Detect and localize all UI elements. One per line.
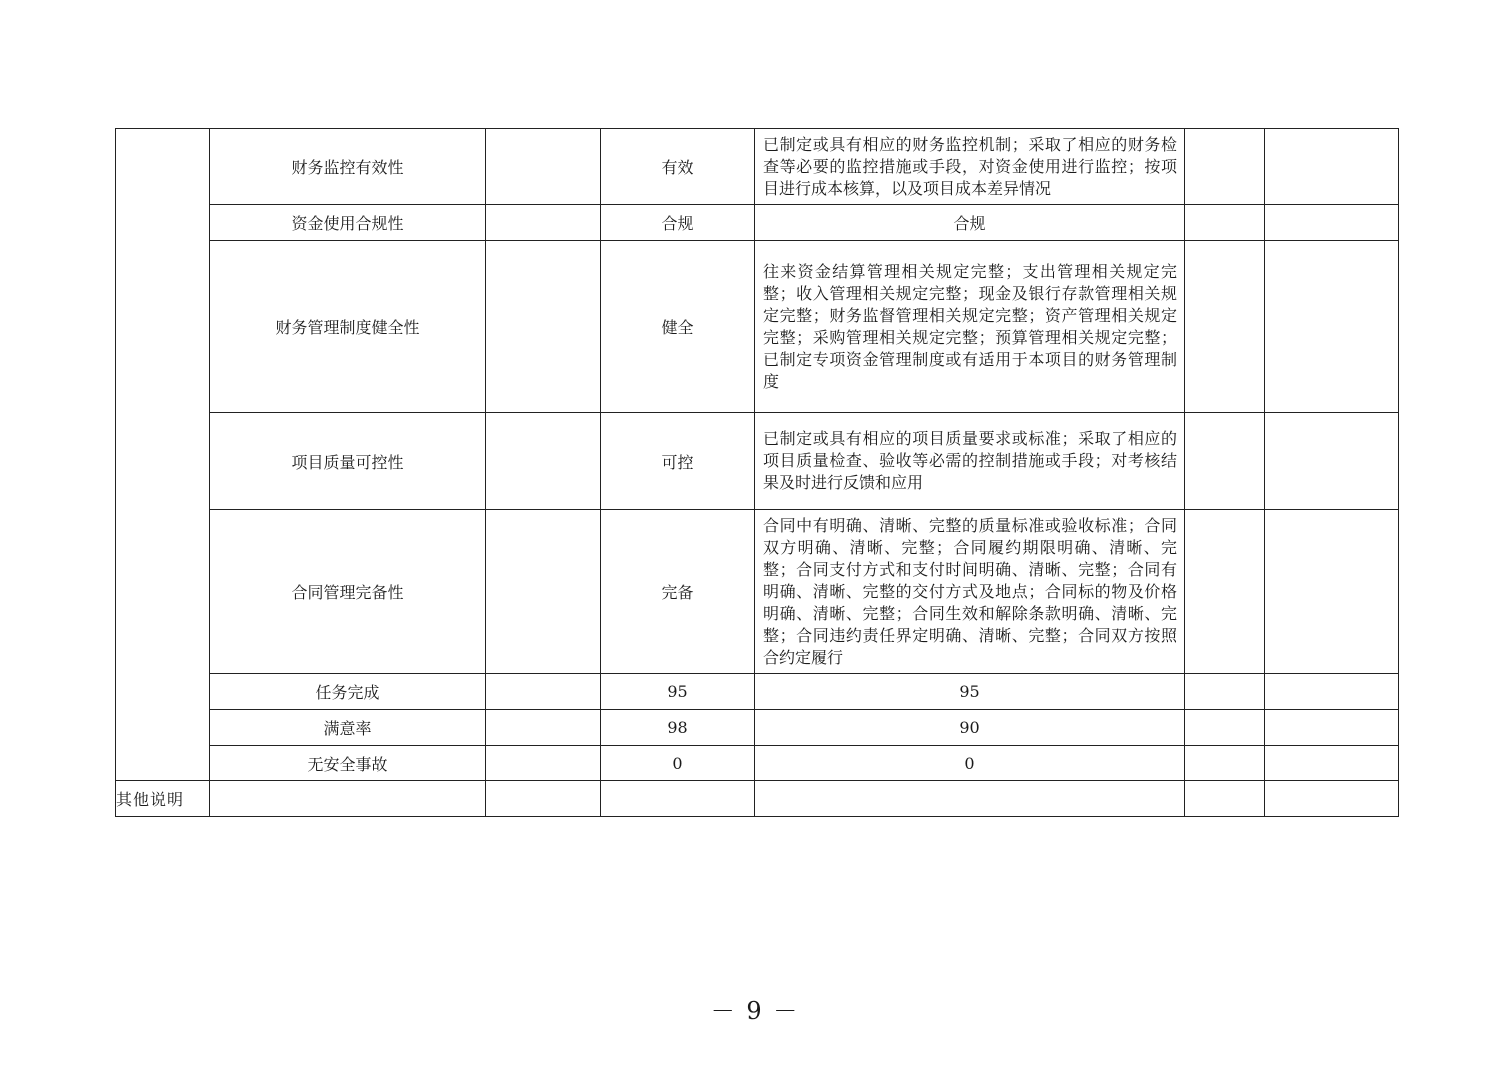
target-value-cell: 98 — [601, 710, 755, 746]
empty-cell — [486, 205, 601, 241]
table-row — [116, 674, 1399, 710]
page-number: － 9 － — [710, 997, 800, 1025]
empty-cell — [1185, 710, 1265, 746]
actual-value-cell: 0 — [755, 746, 1185, 781]
empty-cell — [755, 781, 1185, 817]
empty-cell — [486, 710, 601, 746]
actual-value-cell: 往来资金结算管理相关规定完整；支出管理相关规定完整；收入管理相关规定完整；现金及银行存款管理相关规定完整；财务监督管理相关规定完整；资产管理相关规定完整；采购管理相关规定完整；预算管理相关规定完整；已制定专项资金管理制度或有适用于本项目的财务管理制度 — [755, 241, 1185, 413]
other-notes-row — [116, 781, 1399, 817]
target-value-cell: 0 — [601, 746, 755, 781]
empty-cell — [486, 781, 601, 817]
actual-value-cell: 已制定或具有相应的财务监控机制；采取了相应的财务检查等必要的监控措施或手段，对资金使用进行监控；按项目进行成本核算，以及项目成本差异情况 — [755, 129, 1185, 205]
indicator-name-cell: 合同管理完备性 — [210, 510, 486, 674]
table-row — [116, 413, 1399, 510]
empty-cell — [1185, 781, 1265, 817]
indicator-name-cell: 财务管理制度健全性 — [210, 241, 486, 413]
empty-cell — [1185, 510, 1265, 674]
table-row — [116, 205, 1399, 241]
target-value-cell: 健全 — [601, 241, 755, 413]
actual-value-cell: 95 — [755, 674, 1185, 710]
empty-cell — [1265, 674, 1399, 710]
empty-cell — [1185, 205, 1265, 241]
table-row — [116, 746, 1399, 781]
empty-cell — [1265, 746, 1399, 781]
empty-cell — [601, 781, 755, 817]
actual-value-cell: 合规 — [755, 205, 1185, 241]
empty-cell — [486, 674, 601, 710]
indicator-name-cell: 无安全事故 — [210, 746, 486, 781]
performance-indicator-table — [115, 128, 1399, 817]
empty-cell — [1265, 413, 1399, 510]
target-value-cell: 合规 — [601, 205, 755, 241]
indicator-name-cell: 财务监控有效性 — [210, 129, 486, 205]
empty-cell — [1265, 241, 1399, 413]
empty-cell — [1185, 413, 1265, 510]
other-notes-label: 其他说明 — [116, 781, 210, 817]
table-row — [116, 241, 1399, 413]
empty-cell — [1265, 781, 1399, 817]
table-row — [116, 510, 1399, 674]
empty-cell — [1265, 129, 1399, 205]
empty-cell — [1185, 674, 1265, 710]
indicator-name-cell: 资金使用合规性 — [210, 205, 486, 241]
indicator-name-cell: 项目质量可控性 — [210, 413, 486, 510]
empty-cell — [486, 746, 601, 781]
actual-value-cell: 90 — [755, 710, 1185, 746]
table-row — [116, 129, 1399, 205]
empty-cell — [486, 241, 601, 413]
target-value-cell: 可控 — [601, 413, 755, 510]
indicator-name-cell: 任务完成 — [210, 674, 486, 710]
target-value-cell: 有效 — [601, 129, 755, 205]
empty-cell — [1265, 510, 1399, 674]
actual-value-cell: 合同中有明确、清晰、完整的质量标准或验收标准；合同双方明确、清晰、完整；合同履约期限明确、清晰、完整；合同支付方式和支付时间明确、清晰、完整；合同有明确、清晰、完整的交付方式及地点；合同标的物及价格明确、清晰、完整；合同生效和解除条款明确、清晰、完整；合同违约责任界定明确、清晰、完整；合同双方按照合约定履行 — [755, 510, 1185, 674]
category-merged-cell — [116, 129, 210, 781]
indicator-name-cell: 满意率 — [210, 710, 486, 746]
empty-cell — [486, 129, 601, 205]
empty-cell — [1265, 710, 1399, 746]
empty-cell — [1185, 241, 1265, 413]
empty-cell — [1265, 205, 1399, 241]
empty-cell — [486, 510, 601, 674]
empty-cell — [1185, 746, 1265, 781]
table-row — [116, 710, 1399, 746]
target-value-cell: 95 — [601, 674, 755, 710]
empty-cell — [486, 413, 601, 510]
empty-cell — [1185, 129, 1265, 205]
empty-cell — [210, 781, 486, 817]
target-value-cell: 完备 — [601, 510, 755, 674]
actual-value-cell: 已制定或具有相应的项目质量要求或标准；采取了相应的项目质量检查、验收等必需的控制措施或手段；对考核结果及时进行反馈和应用 — [755, 413, 1185, 510]
